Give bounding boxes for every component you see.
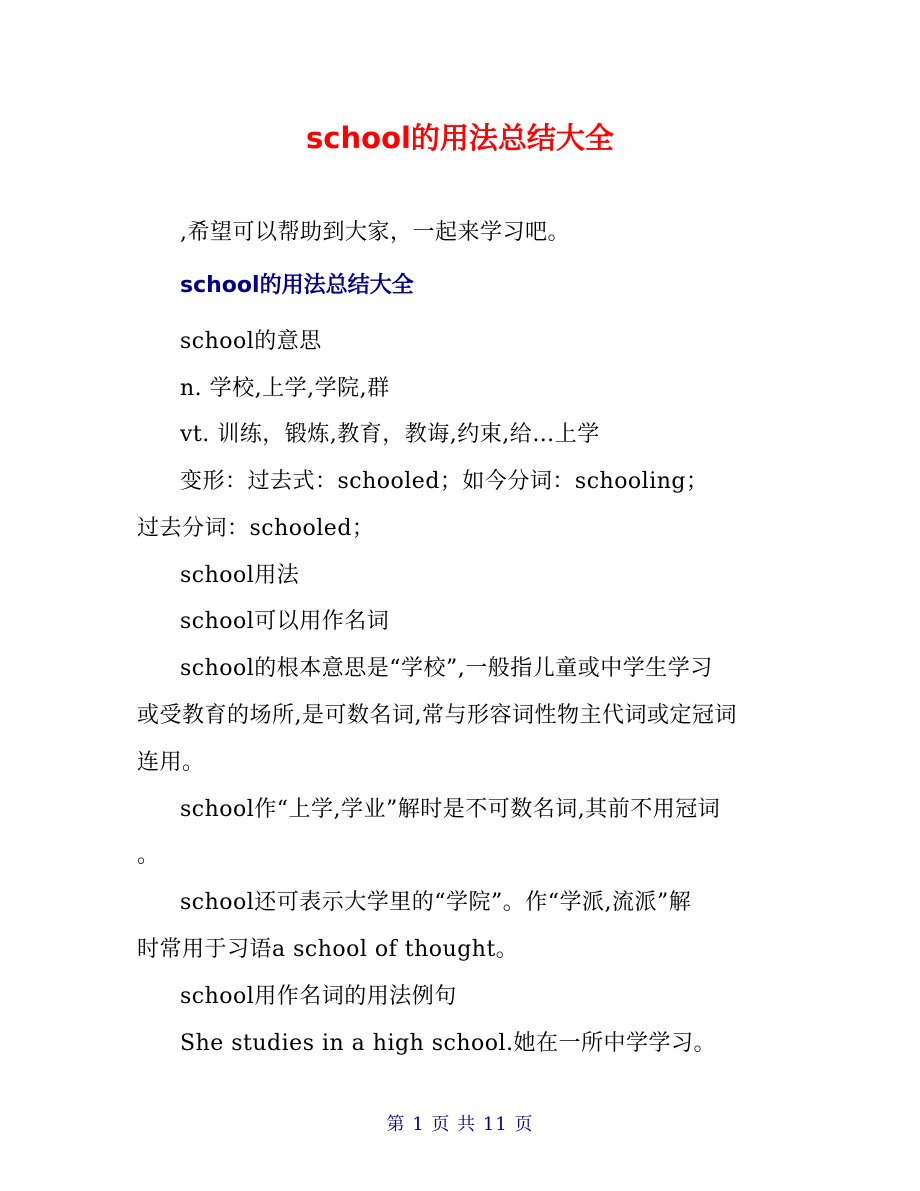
usage-heading: school用法 xyxy=(180,563,300,588)
paragraph-line: 或受教育的场所,是可数名词,常与形容词性物主代词或定冠词 xyxy=(137,703,737,728)
paragraph-line: school还可表示大学里的“学院”。作“学派,流派”解 xyxy=(180,890,692,915)
paragraph-line: 连用。 xyxy=(137,750,205,775)
inflection-line-continued: 过去分词：schooled； xyxy=(137,516,375,541)
paragraph-line: 时常用于习语a school of thought。 xyxy=(137,937,519,962)
section-heading: school的用法总结大全 xyxy=(180,273,414,298)
document-title: school的用法总结大全 xyxy=(306,121,614,155)
paragraph-line: 。 xyxy=(137,843,160,868)
example-sentence: She studies in a high school.她在一所中学学习。 xyxy=(180,1031,717,1056)
verb-definition: vt. 训练，锻炼,教育，教诲,约束,给…上学 xyxy=(180,422,600,447)
inflection-line: 变形：过去式：schooled；如今分词：schooling； xyxy=(180,469,709,494)
examples-heading: school用作名词的用法例句 xyxy=(180,984,457,1009)
page-number-footer: 第 1 页 共 11 页 xyxy=(386,1114,534,1135)
noun-usage-heading: school可以用作名词 xyxy=(180,609,390,634)
paragraph-line: school作“上学,学业”解时是不可数名词,其前不用冠词 xyxy=(180,797,721,822)
paragraph-line: school的根本意思是“学校”,一般指儿童或中学生学习 xyxy=(180,656,713,681)
intro-line: ,希望可以帮助到大家，一起来学习吧。 xyxy=(180,220,570,245)
meaning-heading: school的意思 xyxy=(180,329,322,354)
noun-definition: n. 学校,上学,学院,群 xyxy=(180,376,390,401)
